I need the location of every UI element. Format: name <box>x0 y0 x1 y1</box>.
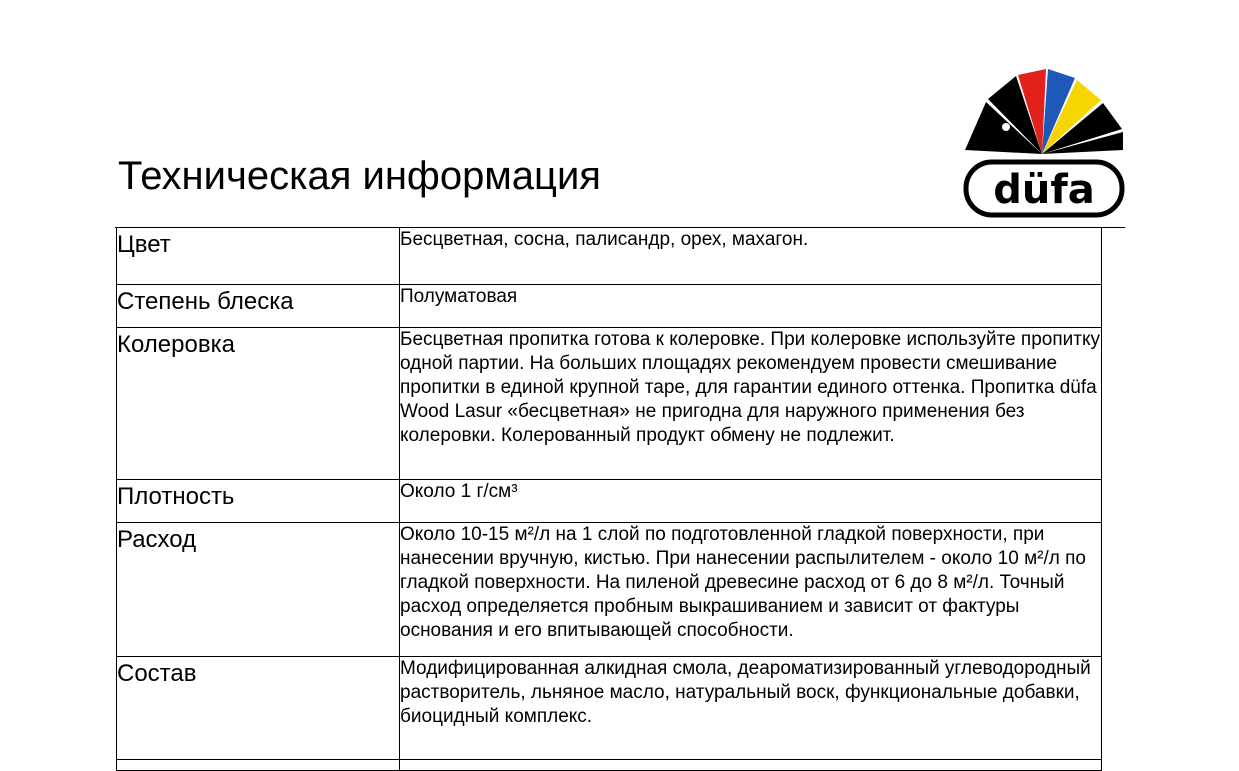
row-label: Расход <box>117 526 197 553</box>
row-value: Около 1 г/см³ <box>400 481 518 502</box>
row-value: Бесцветная пропитка готова к колеровке. При колеровке используйте пропитку одной партии. На больших площадях рекомендуем провести смешивание пропитки в единой крупной таре, для гарантии единого оттенка. Пропитка düfa Wood Lasur «бесцветная» не пригодна для наружного применения без колеровки. Колерованный продукт обмену не подлежит. <box>400 329 1100 446</box>
row-label-cell <box>117 657 400 760</box>
row-value-cell <box>400 523 1102 657</box>
row-label: Состав <box>117 660 197 687</box>
row-value-cell <box>400 657 1102 760</box>
row-label-cell <box>117 285 400 328</box>
table-row <box>117 228 1102 285</box>
table-row <box>117 657 1102 760</box>
table-row <box>117 523 1102 657</box>
row-value-cell <box>400 760 1102 771</box>
row-label: Плотность <box>117 483 235 510</box>
row-value: Бесцветная, сосна, палисандр, орех, махагон. <box>400 229 809 250</box>
row-value: Около 10-15 м²/л на 1 слой по подготовленной гладкой поверхности, при нанесении вручную, кистью. При нанесении распылителем - около 10 м²/л по гладкой поверхности. На пиленой древесине расход от 6 до 8 м²/л. Точный расход определяется пробным выкрашиванием и зависит от фактуры основания и его впитывающей способности. <box>400 524 1086 641</box>
dufa-logo <box>962 66 1125 218</box>
row-value-cell <box>400 228 1102 285</box>
table-row <box>117 480 1102 523</box>
row-value-cell <box>400 480 1102 523</box>
row-value: Модифицированная алкидная смола, деароматизированный углеводородный растворитель, льняное масло, натуральный воск, функциональные добавки, биоцидный комплекс. <box>400 658 1091 727</box>
spec-table <box>116 227 1102 771</box>
table-row <box>117 328 1102 480</box>
row-label-cell <box>117 328 400 480</box>
row-label: Колеровка <box>117 331 235 358</box>
row-label-cell <box>117 480 400 523</box>
row-label: Цвет <box>117 231 171 258</box>
table-row-continued <box>117 760 1102 771</box>
row-label-cell <box>117 523 400 657</box>
page-title: Техническая информация <box>118 154 601 198</box>
row-value: Полуматовая <box>400 286 518 307</box>
row-value-cell <box>400 285 1102 328</box>
row-label: Степень блеска <box>117 288 294 315</box>
row-value-cell <box>400 328 1102 480</box>
row-label-cell <box>117 760 400 771</box>
table-row <box>117 285 1102 328</box>
logo-wordmark: düfa <box>993 167 1095 213</box>
row-label-cell <box>117 228 400 285</box>
